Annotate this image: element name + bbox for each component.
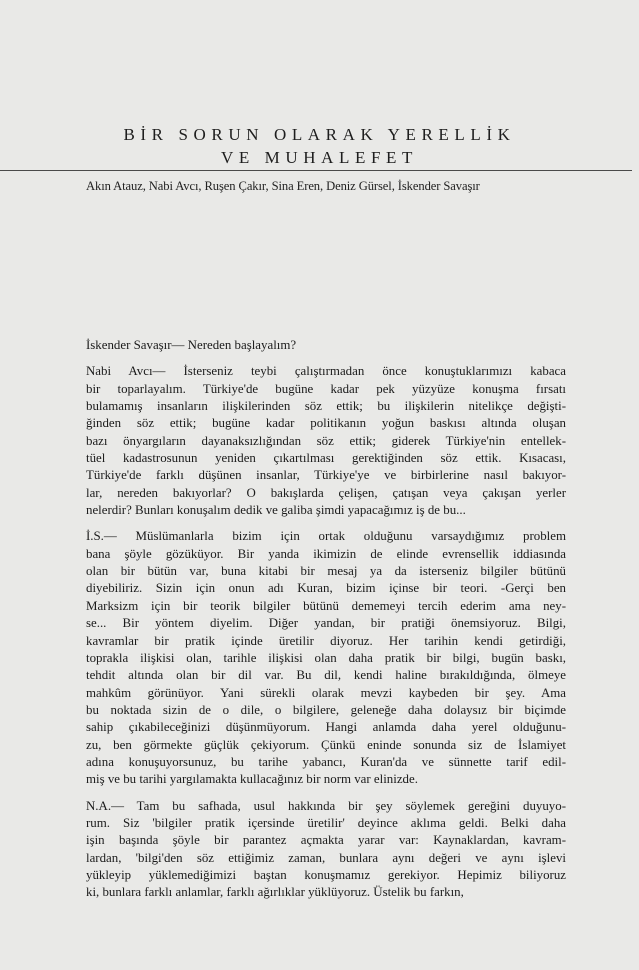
paragraph-line: işin başında şöyle bir parantez açmakta yarar var: Kaynaklardan, kavram- bbox=[86, 833, 566, 848]
paragraph-line: miş ve bu tarihi yargılamakta kullacağınız bir norm var elinizde. bbox=[86, 772, 418, 787]
paragraph-line: bir toparlayalım. Türkiye'de bugüne kadar pek yüzyüze konuşma fırsatı bbox=[86, 381, 566, 396]
author-list: Akın Atauz, Nabi Avcı, Ruşen Çakır, Sina Eren, Deniz Gürsel, İskender Savaşır bbox=[86, 179, 480, 193]
paragraph-line: Marksizm için bir teorik bilgiler bütünü dememeyi tercih ederim ama ney- bbox=[86, 598, 566, 613]
paragraph-line: yükleyip yüklemediğimizi baştan konuşmamız gerekiyor. Hepimiz biliyoruz bbox=[86, 867, 566, 882]
paragraph-line: kavramlar bir pratik içinde üretilir diyoruz. Her tarihin kendi getirdiği, bbox=[86, 633, 566, 648]
paragraph-line: Türkiye'de farklı düşünen insanlar, Türkiye'ye ve birbirlerine nasıl bakıyor- bbox=[86, 468, 566, 483]
paragraph-line: adına konuşuyorsunuz, bu tarihe yabancı, Kuran'da ve sünnette tarif edil- bbox=[86, 754, 566, 769]
article-title-line-1: BİR SORUN OLARAK YERELLİK bbox=[123, 125, 516, 144]
paragraph-line: zu, ben görmekte güçlük çekiyorum. Çünkü eninde sonunda siz de İslamiyet bbox=[86, 737, 566, 752]
paragraph-line: lardan, 'bilgi'den söz ettiğimiz zaman, bunlara aynı değeri ve aynı işlevi bbox=[86, 850, 566, 865]
paragraph-line: İ.S.— Müslümanlarla bizim için ortak olduğunu varsaydığımız problem bbox=[86, 529, 566, 544]
paragraph-line: se... Bir yöntem diyelim. Diğer yandan, bir pratiği önemsiyoruz. Bilgi, bbox=[86, 616, 566, 631]
article-body bbox=[86, 337, 566, 911]
paragraph-line: N.A.— Tam bu safhada, usul hakkında bir şey söylemek gereğini duyuyo- bbox=[86, 798, 566, 813]
paragraph-line: diyebiliriz. Sizin için onun adı Kuran, bizim içinse bir teori. -Gerçi ben bbox=[86, 581, 566, 596]
paragraph-line: nelerdir? Bunları konuşalım dedik ve galiba şimdi yapacağımız iş de bu... bbox=[86, 503, 466, 518]
paragraph-line: sahip çıkabileceğinizi düşünmüyorum. Hangi anlamda daha yerel olduğunu- bbox=[86, 720, 566, 735]
paragraph-line: bana şöyle gözüküyor. Bir yanda ikimizin de elinde evrensellik iddiasında bbox=[86, 546, 566, 561]
paragraph-line: Nabi Avcı— İsterseniz teybi çalıştırmadan önce konuştuklarımızı kabaca bbox=[86, 364, 566, 379]
paragraph-line: İskender Savaşır— Nereden başlayalım? bbox=[86, 338, 297, 352]
paragraph bbox=[86, 798, 566, 902]
paragraph-line: lar, nereden bakıyorlar? O bakışlarda çelişen, çatışan veya çakışan yerler bbox=[86, 485, 566, 500]
paragraph-line: ki, bunlara farklı anlamlar, farklı ağırlıklar yüklüyoruz. Üstelik bu farkın, bbox=[86, 885, 464, 900]
article-title-line-2: VE MUHALEFET bbox=[220, 148, 419, 167]
paragraph bbox=[86, 528, 566, 788]
paragraph-line: toprakla ilişkisi olan, tarihle ilişkisi olan daha pratik bir bilgi, bugün baskı, bbox=[86, 650, 566, 665]
paragraph-line: olan bir bütün var, buna kitabi bir mesaj ya da isterseniz bilgiler bütünü bbox=[86, 564, 566, 579]
paragraph-line: bu noktada sizin de o dile, o bilgilere, geleneğe daha dolaysız bir biçimde bbox=[86, 702, 566, 717]
paragraph-line: mahkûm görünüyor. Yani sürekli olarak mevzi kaybeden bir şey. Ama bbox=[86, 685, 566, 700]
paragraph bbox=[86, 363, 566, 519]
paragraph-line: tehdit altında olan bir dil var. Bu dil, kendi haline bırakıldığında, ölmeye bbox=[86, 668, 566, 683]
paragraph bbox=[86, 337, 566, 354]
paragraph-line: ğinden söz ettik; bugüne kadar politikanın yoğun baskısı altında oluşan bbox=[86, 416, 566, 431]
paragraph-line: bulamamış insanların ilişkilerinden söz ettik; bu ilişkilerin nitelikçe değişti- bbox=[86, 399, 566, 414]
title-divider bbox=[0, 170, 632, 171]
paragraph-line: bazı önyargıların dayanaksızlığından söz ettik; giderek Türkiye'nin entellek- bbox=[86, 433, 566, 448]
paragraph-line: tüel kadastrosunun yeniden çıkartılması gerektiğinden söz ettik. Kısacası, bbox=[86, 451, 566, 466]
paragraph-line: rum. Siz 'bilgiler pratik içersinde üretilir' deyince aklıma geldi. Belki daha bbox=[86, 815, 566, 830]
